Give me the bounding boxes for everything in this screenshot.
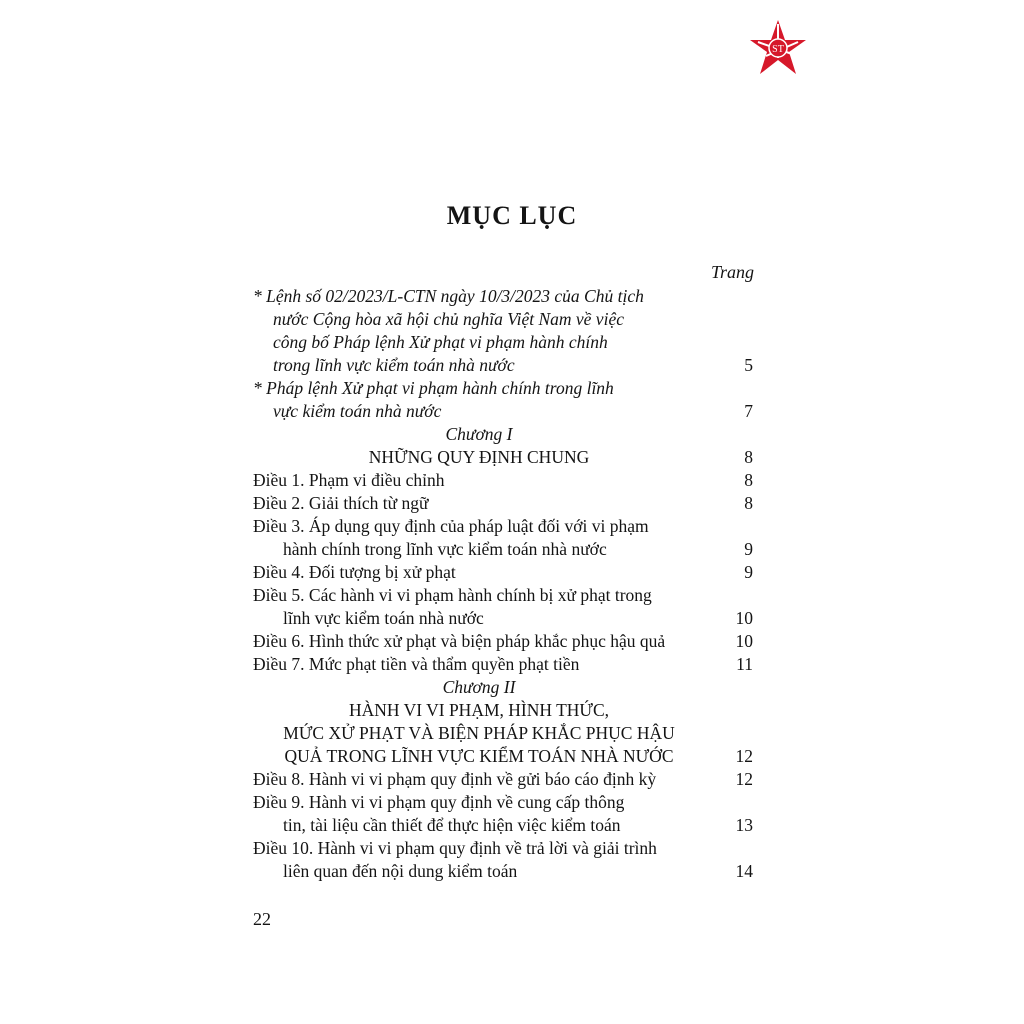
toc-entry <box>253 492 753 515</box>
toc-entry <box>253 331 753 354</box>
table-of-contents <box>253 285 753 883</box>
toc-entry-page: 8 <box>744 447 753 467</box>
toc-entry-page: 10 <box>735 608 753 628</box>
toc-entry-page: 12 <box>735 746 753 766</box>
toc-entry <box>253 538 753 561</box>
toc-entry-text: Điều 3. Áp dụng quy định của pháp luật đối với vi phạm <box>253 516 649 536</box>
toc-entry-text: * Pháp lệnh Xử phạt vi phạm hành chính trong lĩnh <box>253 378 614 398</box>
toc-entry-page: 14 <box>735 861 753 881</box>
toc-entry-page: 9 <box>744 562 753 582</box>
toc-entry-text: công bố Pháp lệnh Xử phạt vi phạm hành chính <box>273 332 608 352</box>
toc-entry-text: Chương II <box>442 677 516 697</box>
toc-chapter-heading <box>253 745 753 768</box>
toc-entry-text: lĩnh vực kiểm toán nhà nước <box>283 608 484 628</box>
toc-entry <box>253 561 753 584</box>
toc-chapter-heading <box>253 446 753 469</box>
toc-entry-text: liên quan đến nội dung kiểm toán <box>283 861 518 881</box>
toc-entry-text: hành chính trong lĩnh vực kiểm toán nhà nước <box>283 539 607 559</box>
toc-entry-text: Điều 7. Mức phạt tiền và thẩm quyền phạt tiền <box>253 654 580 674</box>
toc-entry <box>253 400 753 423</box>
page-number: 22 <box>253 909 271 929</box>
toc-entry-page: 8 <box>744 470 753 490</box>
toc-entry <box>253 768 753 791</box>
toc-entry-page: 8 <box>744 493 753 513</box>
toc-chapter-heading <box>253 699 753 722</box>
star-emblem-icon <box>748 18 808 78</box>
toc-entry-text: Chương I <box>445 424 513 444</box>
toc-entry-page: 10 <box>735 631 753 651</box>
toc-entry <box>253 584 753 607</box>
toc-entry-text: Điều 4. Đối tượng bị xử phạt <box>253 562 456 582</box>
toc-entry <box>253 308 753 331</box>
toc-entry-text: Điều 2. Giải thích từ ngữ <box>253 493 429 513</box>
toc-entry-text: Điều 1. Phạm vi điều chỉnh <box>253 470 445 490</box>
toc-chapter-heading <box>253 722 753 745</box>
toc-entry-text: tin, tài liệu cần thiết để thực hiện việc kiểm toán <box>283 815 621 835</box>
toc-entry-page: 11 <box>736 654 753 674</box>
toc-entry-text: Điều 8. Hành vi vi phạm quy định về gửi báo cáo định kỳ <box>253 769 657 789</box>
toc-entry-page: 5 <box>744 355 753 375</box>
toc-entry-text: Điều 10. Hành vi vi phạm quy định về trả lời và giải trình <box>253 838 657 858</box>
toc-entry <box>253 860 753 883</box>
toc-entry-text: Điều 9. Hành vi vi phạm quy định về cung cấp thông <box>253 792 625 812</box>
toc-entry <box>253 607 753 630</box>
toc-entry-text: nước Cộng hòa xã hội chủ nghĩa Việt Nam về việc <box>273 309 624 329</box>
page-column-header: Trang <box>710 262 754 282</box>
toc-entry <box>253 653 753 676</box>
toc-entry-page: 12 <box>735 769 753 789</box>
toc-entry-text: HÀNH VI VI PHẠM, HÌNH THỨC, <box>348 700 610 720</box>
toc-chapter-heading <box>253 676 753 699</box>
toc-entry-text: Điều 6. Hình thức xử phạt và biện pháp khắc phục hậu quả <box>253 631 666 651</box>
toc-entry <box>253 630 753 653</box>
toc-entry-text: trong lĩnh vực kiểm toán nhà nước <box>273 355 515 375</box>
page-title: MỤC LỤC <box>446 201 578 230</box>
toc-entry <box>253 377 753 400</box>
toc-entry <box>253 515 753 538</box>
toc-entry-text: * Lệnh số 02/2023/L-CTN ngày 10/3/2023 của Chủ tịch <box>253 286 644 306</box>
toc-entry-page: 7 <box>744 401 753 421</box>
toc-entry-page: 9 <box>744 539 753 559</box>
toc-entry <box>253 285 753 308</box>
toc-entry <box>253 791 753 814</box>
svg-text:ST: ST <box>772 44 784 55</box>
toc-entry-text: QUẢ TRONG LĨNH VỰC KIỂM TOÁN NHÀ NƯỚC <box>284 746 674 766</box>
toc-entry <box>253 814 753 837</box>
toc-chapter-heading <box>253 423 753 446</box>
toc-entry <box>253 469 753 492</box>
toc-entry-page: 13 <box>735 815 753 835</box>
toc-entry-text: vực kiểm toán nhà nước <box>273 401 442 421</box>
toc-entry-text: Điều 5. Các hành vi vi phạm hành chính bị xử phạt trong <box>253 585 652 605</box>
toc-entry-text: MỨC XỬ PHẠT VÀ BIỆN PHÁP KHẮC PHỤC HẬU <box>283 723 675 743</box>
toc-entry-text: NHỮNG QUY ĐỊNH CHUNG <box>368 447 590 467</box>
toc-entry <box>253 354 753 377</box>
toc-entry <box>253 837 753 860</box>
